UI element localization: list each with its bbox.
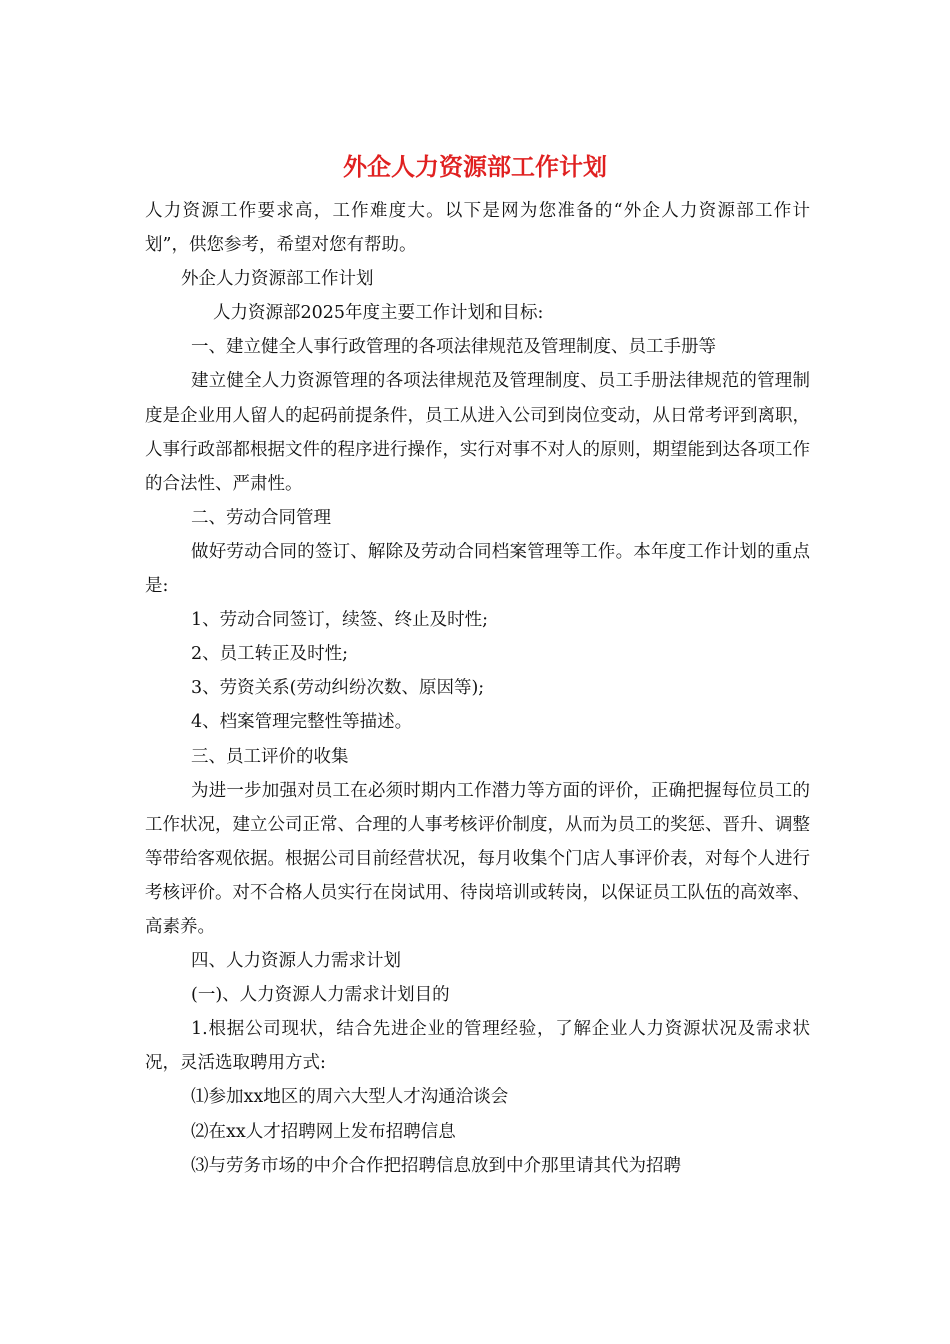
list-item: 4、档案管理完整性等描述。	[191, 712, 413, 733]
subsection-heading: (一)、人力资源人力需求计划目的	[191, 985, 450, 1006]
section-heading-3: 三、员工评价的收集	[191, 746, 349, 767]
list-item: ⑶与劳务市场的中介合作把招聘信息放到中介那里请其代为招聘	[191, 1155, 681, 1176]
list-item: ⑴参加xx地区的周六大型人才沟通洽谈会	[191, 1087, 509, 1108]
section-heading-2: 二、劳动合同管理	[191, 507, 331, 528]
list-item: ⑵在xx人才招聘网上发布招聘信息	[191, 1121, 456, 1142]
section-heading-4: 四、人力资源人力需求计划	[191, 951, 401, 972]
document-title: 外企人力资源部工作计划	[343, 153, 607, 181]
document-body	[145, 194, 810, 1183]
section-body-3: 为进一步加强对员工在必须时期内工作潜力等方面的评价，正确把握每位员工的工作状况，建立公司正常、合理的人事考核评价制度，从而为员工的奖惩、晋升、调整等带给客观依据。根据公司目前经营状况，每月收集个门店人事评价表，对每个人进行考核评价。对不合格人员实行在岗试用、待岗培训或转岗，以保证员工队伍的高效率、高素养。	[145, 780, 810, 937]
section-heading-1: 一、建立健全人事行政管理的各项法律规范及管理制度、员工手册等	[191, 337, 716, 358]
list-item: 1、劳动合同签订，续签、终止及时性;	[191, 610, 489, 631]
list-item: 3、劳资关系(劳动纠纷次数、原因等);	[191, 678, 485, 699]
subtitle-paragraph: 外企人力资源部工作计划	[181, 269, 374, 290]
intro-paragraph: 人力资源工作要求高，工作难度大。以下是网为您准备的“外企人力资源部工作计划”，供您参考，希望对您有帮助。	[145, 201, 810, 256]
section-body-2: 做好劳动合同的签订、解除及劳动合同档案管理等工作。本年度工作计划的重点是:	[145, 541, 810, 597]
section-body-1: 建立健全人力资源管理的各项法律规范及管理制度、员工手册法律规范的管理制度是企业用人留人的起码前提条件，员工从进入公司到岗位变动，从日常考评到离职，人事行政部都根据文件的程序进行操作，实行对事不对人的原则，期望能到达各项工作的合法性、严肃性。	[145, 371, 810, 494]
list-item: 2、员工转正及时性;	[191, 644, 349, 665]
numbered-paragraph: 1.根据公司现状，结合先进企业的管理经验，了解企业人力资源状况及需求状况，灵活选取聘用方式:	[145, 1019, 810, 1074]
plan-heading: 人力资源部2025年度主要工作计划和目标:	[213, 303, 544, 324]
